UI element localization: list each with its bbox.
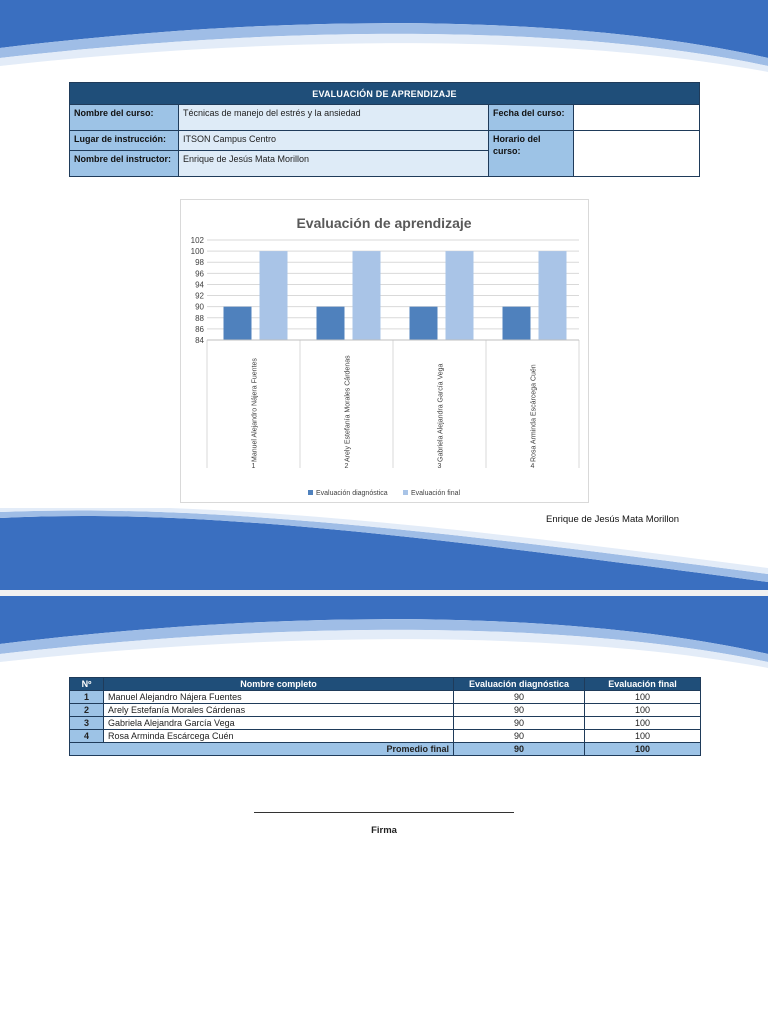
legend-swatch: [403, 490, 408, 495]
course-schedule-label: Horario del curso:: [489, 131, 574, 177]
col-header-diagnostic: Evaluación diagnóstica: [454, 678, 585, 691]
diagnostic-score: 90: [454, 717, 585, 730]
chart-title: Evaluación de aprendizaje: [296, 215, 472, 231]
chart-canvas: [181, 200, 588, 502]
learning-evaluation-chart: [180, 199, 589, 503]
header-wave-decoration-2: [0, 596, 768, 676]
student-name: Rosa Arminda Escárcega Cuén: [104, 730, 454, 743]
table-row: [70, 691, 701, 704]
x-category-label: Gabriela Alejandra García Vega: [437, 363, 445, 462]
instructor-name-label: Nombre del instructor:: [70, 151, 179, 177]
legend-label: Evaluación final: [411, 490, 461, 497]
final-score: 100: [585, 717, 701, 730]
bar-final: [353, 251, 381, 340]
row-number: 2: [70, 704, 104, 717]
y-tick-label: 88: [195, 313, 204, 323]
y-tick-label: 92: [195, 291, 204, 301]
scores-table: [69, 677, 701, 756]
instruction-place-value: ITSON Campus Centro: [179, 131, 489, 151]
y-tick-label: 84: [195, 336, 204, 345]
average-diagnostic: 90: [454, 743, 585, 756]
bar-diagnostic: [317, 307, 345, 340]
bar-diagnostic: [503, 307, 531, 340]
evaluation-title: EVALUACIÓN DE APRENDIZAJE: [70, 83, 700, 105]
average-final: 100: [585, 743, 701, 756]
instructor-name-value: Enrique de Jesús Mata Morillon: [179, 151, 489, 177]
diagnostic-score: 90: [454, 730, 585, 743]
table-row: [70, 730, 701, 743]
course-name-label: Nombre del curso:: [70, 105, 179, 131]
col-header-number: Nº: [70, 678, 104, 691]
y-tick-label: 94: [195, 280, 204, 290]
course-schedule-value: [574, 131, 700, 177]
x-category-number: 1: [251, 463, 256, 470]
instruction-place-label: Lugar de instrucción:: [70, 131, 179, 151]
y-tick-label: 86: [195, 324, 204, 334]
bar-diagnostic: [224, 307, 252, 340]
student-name: Manuel Alejandro Nájera Fuentes: [104, 691, 454, 704]
diagnostic-score: 90: [454, 691, 585, 704]
legend-swatch: [308, 490, 313, 495]
page-2: [0, 596, 768, 1024]
scores-header-row: [70, 678, 701, 691]
table-row: [70, 717, 701, 730]
x-category-number: 3: [437, 463, 442, 470]
row-number: 3: [70, 717, 104, 730]
header-wave-decoration: [0, 0, 768, 80]
student-name: Gabriela Alejandra García Vega: [104, 717, 454, 730]
course-date-value: [574, 105, 700, 131]
bar-diagnostic: [410, 307, 438, 340]
signature-label: Firma: [371, 825, 397, 836]
table-row: [70, 704, 701, 717]
x-category-label: Rosa Arminda Escárcega Cuén: [530, 364, 538, 462]
final-score: 100: [585, 730, 701, 743]
student-name: Arely Estefanía Morales Cárdenas: [104, 704, 454, 717]
course-info-table: [69, 82, 700, 177]
bar-final: [260, 251, 288, 340]
final-score: 100: [585, 704, 701, 717]
diagnostic-score: 90: [454, 704, 585, 717]
col-header-name: Nombre completo: [104, 678, 454, 691]
course-name-value: Técnicas de manejo del estrés y la ansiedad: [179, 105, 489, 131]
course-date-label: Fecha del curso:: [489, 105, 574, 131]
x-category-number: 2: [344, 463, 349, 470]
x-category-label: Arely Estefanía Morales Cárdenas: [344, 355, 352, 462]
y-tick-label: 90: [195, 302, 204, 312]
legend-label: Evaluación diagnóstica: [316, 490, 388, 497]
x-category-number: 4: [530, 463, 535, 470]
y-tick-label: 98: [195, 258, 204, 268]
signature-line: [254, 812, 514, 813]
y-tick-label: 102: [190, 236, 204, 245]
bar-final: [539, 251, 567, 340]
average-row: [70, 743, 701, 756]
row-number: 4: [70, 730, 104, 743]
y-tick-label: 96: [195, 269, 204, 279]
col-header-final: Evaluación final: [585, 678, 701, 691]
average-label: Promedio final: [70, 743, 454, 756]
x-category-label: Manuel Alejandro Nájera Fuentes: [251, 358, 259, 462]
y-tick-label: 100: [190, 247, 204, 257]
bar-final: [446, 251, 474, 340]
row-number: 1: [70, 691, 104, 704]
final-score: 100: [585, 691, 701, 704]
author-name: Enrique de Jesús Mata Morillon: [546, 514, 680, 525]
